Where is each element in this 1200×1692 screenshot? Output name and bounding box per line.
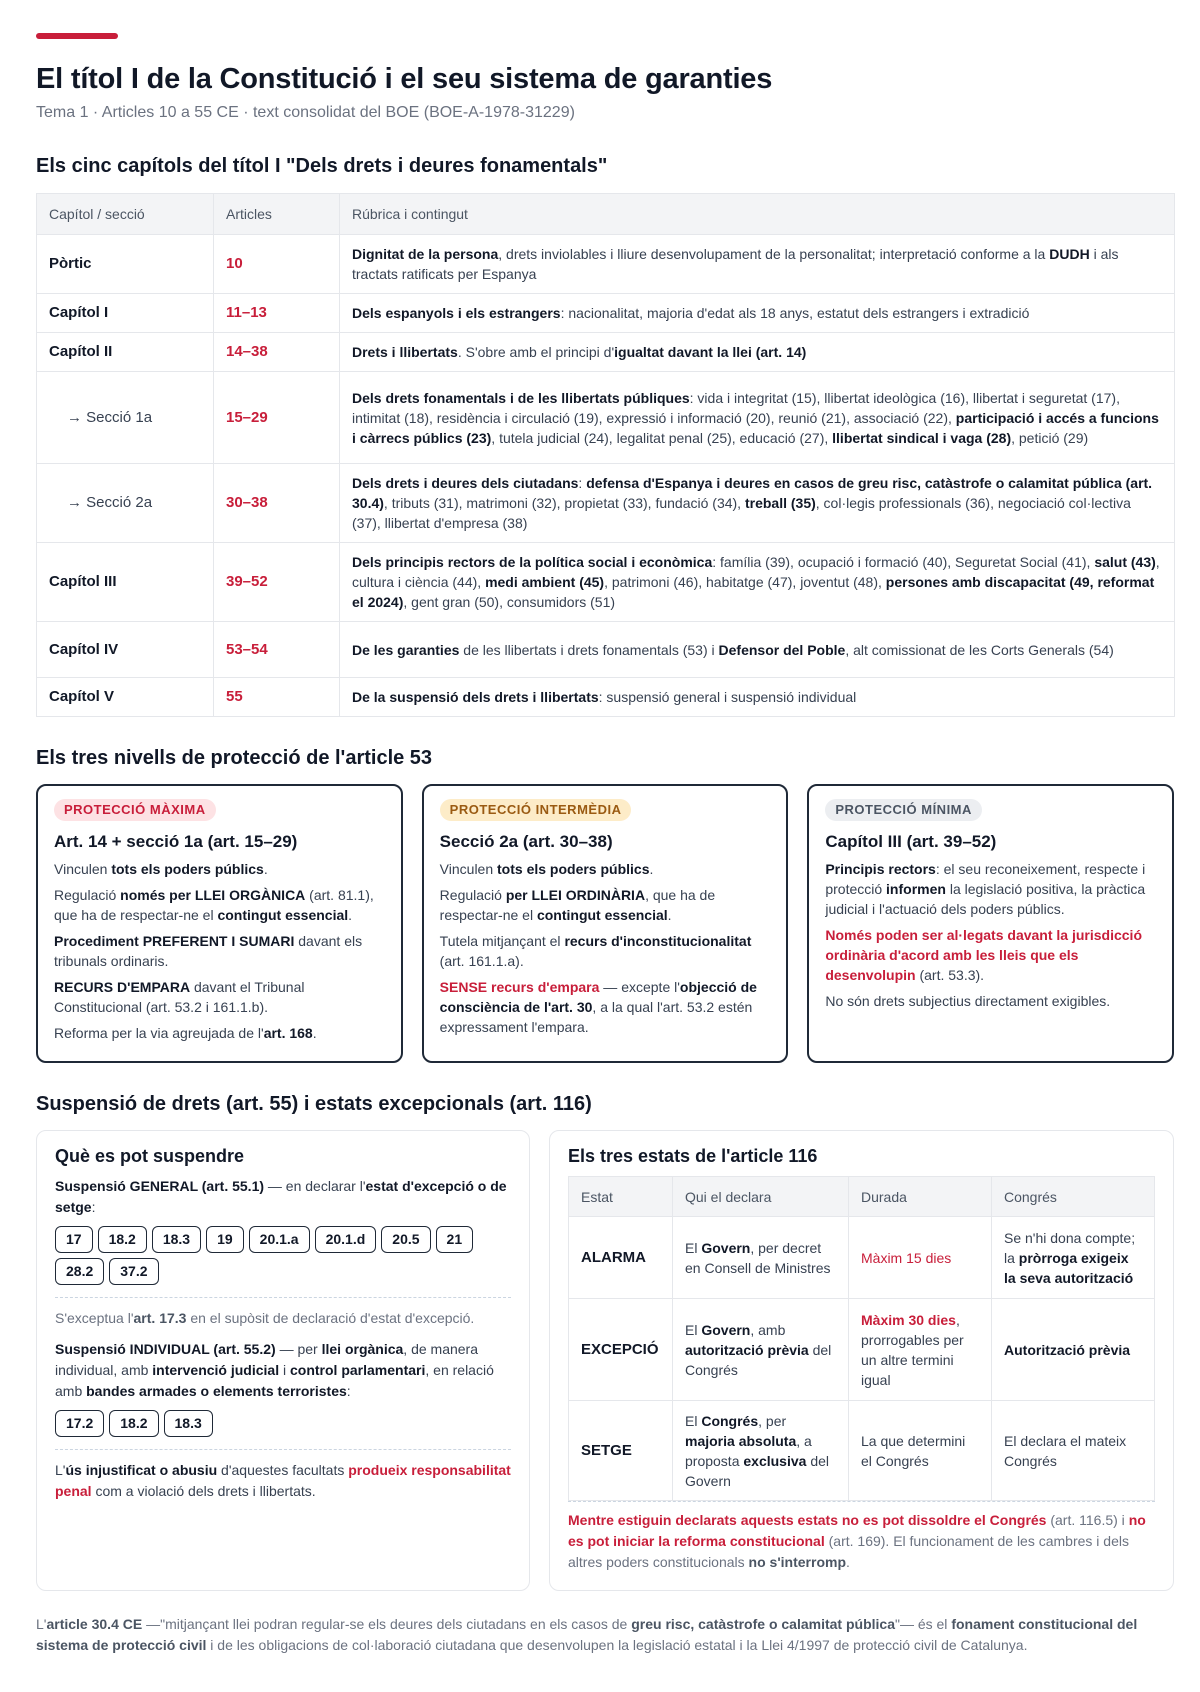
- state-name: ALARMA: [569, 1217, 673, 1299]
- chapter-articles: 30–38: [214, 464, 340, 543]
- article-chip: 37.2: [109, 1258, 158, 1285]
- states-heading: Els tres estats de l'article 116: [568, 1146, 818, 1166]
- abuse-note: L'ús injustificat o abusiu d'aquestes facultats produeix responsabilitat penal com a violació dels drets i llibertats.: [55, 1462, 511, 1499]
- chapter-articles: 39–52: [214, 543, 340, 622]
- table-row: [569, 1217, 1155, 1299]
- col-header-chapter: Capítol / secció: [37, 194, 214, 235]
- state-congress: Se n'hi dona compte; la pròrroga exigeix la seva autorització: [992, 1217, 1155, 1299]
- general-chips: [55, 1226, 495, 1285]
- col-header-who: Qui el declara: [673, 1177, 849, 1217]
- dashed-divider: [55, 1297, 511, 1298]
- col-header-articles: Articles: [214, 194, 340, 235]
- badge-mid: PROTECCIÓ INTERMÈDIA: [440, 799, 632, 821]
- badge-min: PROTECCIÓ MÍNIMA: [825, 799, 982, 821]
- level-text: Vinculen tots els poders públics.: [54, 861, 268, 877]
- page: [36, 33, 1174, 1656]
- suspend-heading: Què es pot suspendre: [55, 1146, 245, 1166]
- table-row: [569, 1299, 1155, 1401]
- chapter-rubric: Drets i llibertats. S'obre amb el principi d'igualtat davant la llei (art. 14): [340, 333, 1175, 372]
- suspension-title: Suspensió de drets (art. 55) i estats excepcionals (art. 116): [36, 1093, 592, 1115]
- article-chip: 18.2: [109, 1410, 158, 1437]
- exception-note: S'exceptua l'art. 17.3 en el supòsit de declaració d'estat d'excepció.: [55, 1310, 475, 1326]
- table-row: [37, 372, 1175, 464]
- states-note: Mentre estiguin declarats aquests estats no es pot dissoldre el Congrés (art. 116.5) i no es pot iniciar la reforma constitucional (art. 169). El funcionament de les cambres i dels altres poders constitucionals no s'interromp.: [568, 1512, 1146, 1570]
- state-duration: La que determini el Congrés: [849, 1401, 992, 1501]
- chapter-rubric: Dels drets i deures dels ciutadans: defensa d'Espanya i deures en casos de greu risc, catàstrofe o calamitat pública (art. 30.4), tributs (31), matrimoni (32), propietat (33), fundació (34), treball (35), col·legis professionals (36), negociació col·lectiva (37), llibertat d'empresa (38): [340, 464, 1175, 543]
- table-row: [37, 622, 1175, 678]
- levels-title: Els tres nivells de protecció de l'article 53: [36, 747, 433, 769]
- state-who: El Govern, amb autorització prèvia del Congrés: [673, 1299, 849, 1401]
- state-who: El Congrés, per majoria absoluta, a proposta exclusiva del Govern: [673, 1401, 849, 1501]
- chapter-rubric: Dels espanyols i els estrangers: nacionalitat, majoria d'edat als 18 anys, estatut dels estrangers i extradició: [340, 294, 1175, 333]
- level-heading: Secció 2a (art. 30–38): [439, 832, 613, 851]
- dashed-divider: [568, 1501, 1155, 1502]
- level-heading: Capítol III (art. 39–52): [825, 832, 997, 851]
- table-row: [569, 1401, 1155, 1501]
- state-who: El Govern, per decret en Consell de Ministres: [673, 1217, 849, 1299]
- level-text: Només poden ser al·legats davant la jurisdicció ordinària d'acord amb les lleis que els desenvolupin (art. 53.3).: [825, 927, 1142, 983]
- page-subtitle: Tema 1 · Articles 10 a 55 CE · text consolidat del BOE (BOE-A-1978-31229): [36, 104, 575, 121]
- chapter-name: Capítol II: [37, 333, 214, 372]
- article-chip: 19: [206, 1226, 244, 1253]
- chapters-table: [36, 193, 1175, 717]
- col-header-congress: Congrés: [992, 1177, 1155, 1217]
- article-chip: 20.1.d: [315, 1226, 377, 1253]
- table-row: [37, 235, 1175, 294]
- chapter-articles: 15–29: [214, 372, 340, 464]
- level-text: Regulació només per LLEI ORGÀNICA (art. 81.1), que ha de respectar-ne el contingut essencial.: [54, 887, 374, 923]
- chapter-articles: 55: [214, 678, 340, 717]
- table-row: [37, 678, 1175, 717]
- chapter-rubric: Dignitat de la persona, drets inviolables i lliure desenvolupament de la personalitat; interpretació conforme a la DUDH i als tractats ratificats per Espanya: [340, 235, 1175, 294]
- table-row: [37, 333, 1175, 372]
- general-suspension-text: Suspensió GENERAL (art. 55.1) — en declarar l'estat d'excepció o de setge:: [55, 1178, 507, 1215]
- article-chip: 18.3: [152, 1226, 201, 1253]
- page-title: El títol I de la Constitució i el seu sistema de garanties: [36, 63, 773, 95]
- chapter-articles: 53–54: [214, 622, 340, 678]
- chapter-name: Capítol V: [37, 678, 214, 717]
- suspension-row: [36, 1130, 1174, 1591]
- level-text: Tutela mitjançant el recurs d'inconstitucionalitat (art. 161.1.a).: [439, 933, 752, 969]
- chapter-articles: 11–13: [214, 294, 340, 333]
- states-table: [568, 1176, 1155, 1501]
- chapter-name: Capítol I: [37, 294, 214, 333]
- table-row: [37, 464, 1175, 543]
- level-text: Vinculen tots els poders públics.: [439, 861, 654, 877]
- col-header-rubric: Rúbrica i contingut: [340, 194, 1175, 235]
- chapters-title: Els cinc capítols del títol I "Dels drets i deures fonamentals": [36, 155, 608, 177]
- article-chip: 18.2: [98, 1226, 147, 1253]
- chapter-name: Capítol IV: [37, 622, 214, 678]
- states-card: [549, 1130, 1174, 1591]
- chapter-articles: 14–38: [214, 333, 340, 372]
- state-duration: Màxim 30 dies, prorrogables per un altre termini igual: [849, 1299, 992, 1401]
- state-name: EXCEPCIÓ: [569, 1299, 673, 1401]
- chapter-rubric: Dels principis rectors de la política social i econòmica: família (39), ocupació i formació (40), Seguretat Social (41), salut (43), cultura i ciència (44), medi ambient (45), patrimoni (46), habitatge (47), joventut (48), persones amb discapacitat (49, reformat el 2024), gent gran (50), consumidors (51): [340, 543, 1175, 622]
- state-duration: Màxim 15 dies: [849, 1217, 992, 1299]
- level-text: No són drets subjectius directament exigibles.: [825, 993, 1111, 1009]
- accent-bar: [36, 33, 118, 39]
- level-heading: Art. 14 + secció 1a (art. 15–29): [54, 832, 298, 851]
- table-row: [37, 543, 1175, 622]
- level-card-mid: [422, 784, 789, 1063]
- article-chip: 28.2: [55, 1258, 104, 1285]
- chapter-rubric: De les garanties de les llibertats i drets fonamentals (53) i Defensor del Poble, alt comissionat de les Corts Generals (54): [340, 622, 1175, 678]
- state-name: SETGE: [569, 1401, 673, 1501]
- level-card-min: [807, 784, 1174, 1063]
- footer-note: L'article 30.4 CE —"mitjançant llei podran regular-se els deures dels ciutadans en els casos de greu risc, catàstrofe o calamitat pública"— és el fonament constitucional del sistema de protecció civil i de les obligacions de col·laboració ciutadana que desenvolupen la legislació estatal i la Llei 4/1997 de protecció civil de Catalunya.: [36, 1616, 1138, 1653]
- chapters-header-row: [37, 194, 1175, 235]
- table-row: [37, 294, 1175, 333]
- individual-suspension-text: Suspensió INDIVIDUAL (art. 55.2) — per llei orgànica, de manera individual, amb intervenció judicial i control parlamentari, en relació amb bandes armades o elements terroristes:: [55, 1341, 494, 1399]
- article-chip: 21: [436, 1226, 474, 1253]
- section-name: → Secció 2a: [37, 464, 214, 543]
- state-congress: Autorització prèvia: [992, 1299, 1155, 1401]
- states-header-row: [569, 1177, 1155, 1217]
- section-name: → Secció 1a: [37, 372, 214, 464]
- level-text: Reforma per la via agreujada de l'art. 168.: [54, 1025, 317, 1041]
- article-chip: 17.2: [55, 1410, 104, 1437]
- individual-chips: [55, 1410, 495, 1437]
- article-chip: 18.3: [164, 1410, 213, 1437]
- levels-row: [36, 784, 1174, 1063]
- chapter-name: Pòrtic: [37, 235, 214, 294]
- level-text: Procediment PREFERENT I SUMARI davant els tribunals ordinaris.: [54, 933, 363, 969]
- col-header-state: Estat: [569, 1177, 673, 1217]
- level-card-max: [36, 784, 403, 1063]
- col-header-duration: Durada: [849, 1177, 992, 1217]
- level-text: RECURS D'EMPARA davant el Tribunal Constitucional (art. 53.2 i 161.1.b).: [54, 979, 305, 1015]
- suspend-card: [36, 1130, 530, 1591]
- state-congress: El declara el mateix Congrés: [992, 1401, 1155, 1501]
- dashed-divider: [55, 1449, 511, 1450]
- article-chip: 17: [55, 1226, 93, 1253]
- level-text: SENSE recurs d'empara — excepte l'objecció de consciència de l'art. 30, a la qual l'art. 53.2 estén expressament l'empara.: [439, 979, 757, 1035]
- chapter-articles: 10: [214, 235, 340, 294]
- level-text: Regulació per LLEI ORDINÀRIA, que ha de respectar-ne el contingut essencial.: [439, 887, 716, 923]
- chapter-rubric: Dels drets fonamentals i de les llibertats públiques: vida i integritat (15), llibertat ideològica (16), llibertat i seguretat (17), intimitat (18), residència i circulació (19), expressió i informació (20), reunió (21), associació (22), participació i accés a funcions i càrrecs públics (23), tutela judicial (24), legalitat penal (25), educació (27), llibertat sindical i vaga (28), petició (29): [340, 372, 1175, 464]
- level-text: Principis rectors: el seu reconeixement, respecte i protecció informen la legislació positiva, la pràctica judicial i l'actuació dels poders públics.: [825, 861, 1146, 917]
- badge-max: PROTECCIÓ MÀXIMA: [54, 799, 216, 821]
- chapter-rubric: De la suspensió dels drets i llibertats: suspensió general i suspensió individual: [340, 678, 1175, 717]
- article-chip: 20.1.a: [249, 1226, 310, 1253]
- chapter-name: Capítol III: [37, 543, 214, 622]
- article-chip: 20.5: [381, 1226, 430, 1253]
